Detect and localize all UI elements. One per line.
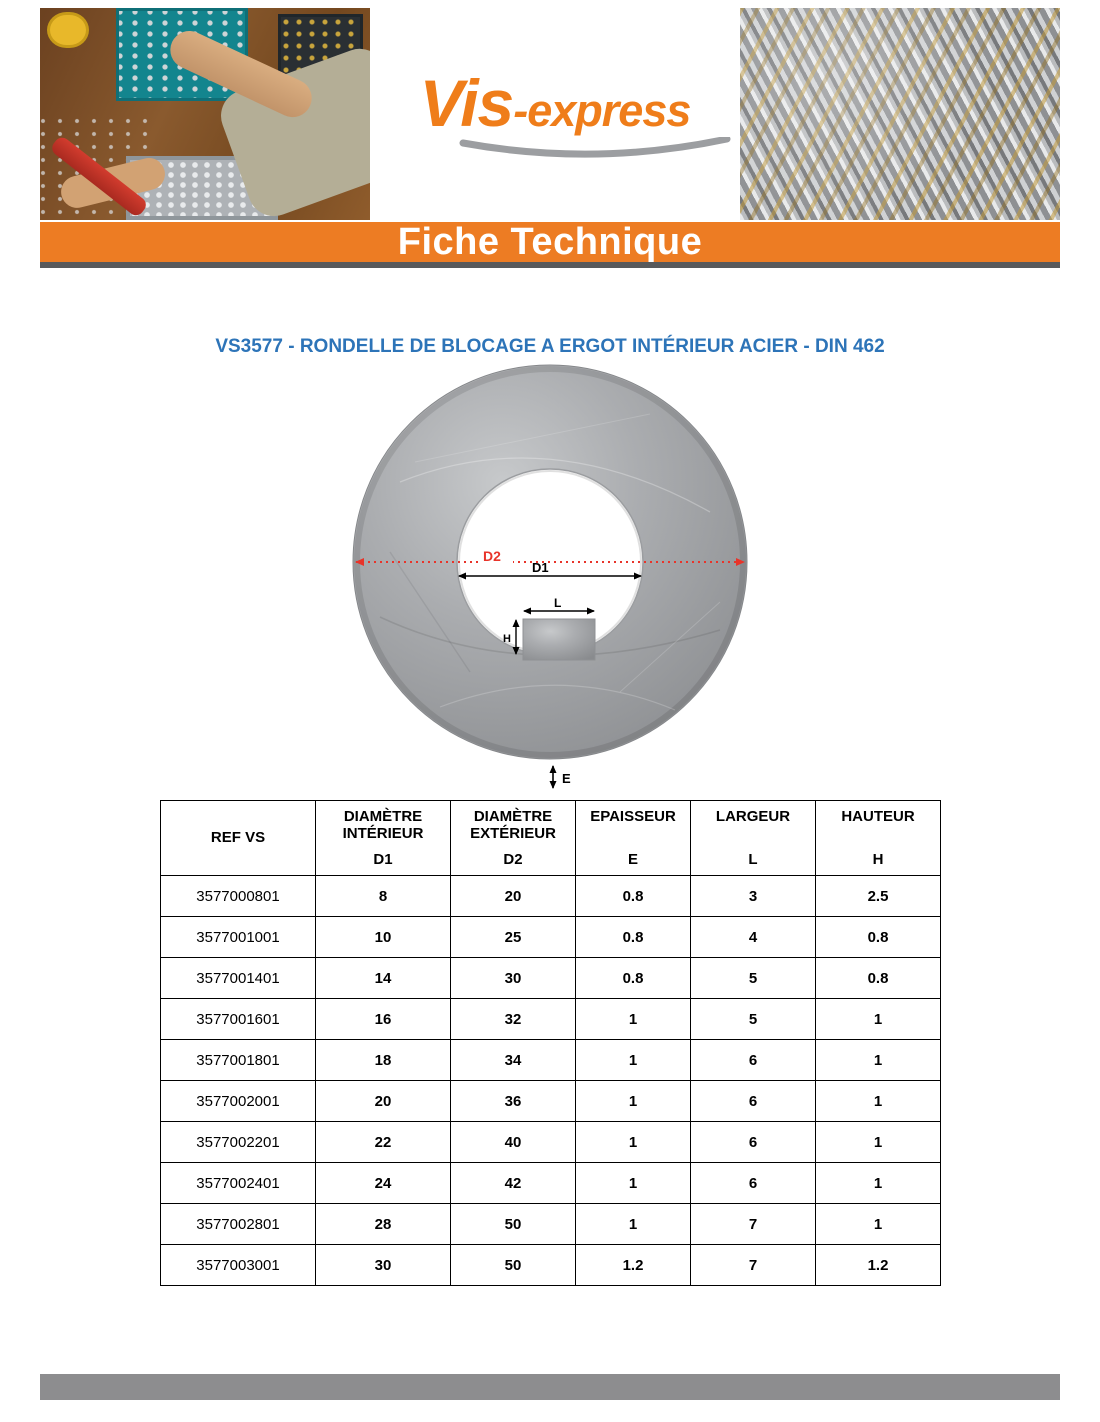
ref-cell: 3577003001	[161, 1245, 316, 1286]
col-header-label: LARGEUR	[715, 808, 791, 825]
value-cell: 40	[451, 1122, 576, 1163]
col-header-symbol: D2	[503, 850, 523, 868]
value-cell: 0.8	[816, 958, 941, 999]
spec-table-body	[161, 876, 941, 1286]
ref-cell: 3577001601	[161, 999, 316, 1040]
ref-cell: 3577002001	[161, 1081, 316, 1122]
brand-logo	[370, 8, 740, 220]
page-header	[0, 0, 1100, 274]
photo-shape-shine	[740, 8, 1060, 220]
ref-cell: 3577002801	[161, 1204, 316, 1245]
washer-diagram	[320, 362, 780, 807]
table-row	[161, 917, 941, 958]
footer-bar	[40, 1374, 1060, 1400]
ref-cell: 3577001401	[161, 958, 316, 999]
value-cell: 1	[816, 1040, 941, 1081]
value-cell: 14	[316, 958, 451, 999]
value-cell: 10	[316, 917, 451, 958]
washer-lug	[523, 619, 595, 660]
value-cell: 30	[316, 1245, 451, 1286]
value-cell: 0.8	[816, 917, 941, 958]
value-cell: 1	[576, 1204, 691, 1245]
col-header-label: DIAMÈTRE INTÉRIEUR	[342, 808, 424, 843]
value-cell: 1	[816, 999, 941, 1040]
value-cell: 6	[691, 1163, 816, 1204]
value-cell: 42	[451, 1163, 576, 1204]
value-cell: 16	[316, 999, 451, 1040]
table-row	[161, 876, 941, 917]
value-cell: 1	[576, 1122, 691, 1163]
value-cell: 3	[691, 876, 816, 917]
value-cell: 50	[451, 1245, 576, 1286]
banner	[40, 222, 1060, 268]
col-header-label: HAUTEUR	[841, 808, 915, 825]
value-cell: 2.5	[816, 876, 941, 917]
photo-shape-tape-measure	[47, 12, 90, 48]
col-header-symbol: D1	[373, 850, 393, 868]
value-cell: 8	[316, 876, 451, 917]
value-cell: 28	[316, 1204, 451, 1245]
col-header-h	[816, 801, 941, 876]
value-cell: 5	[691, 999, 816, 1040]
value-cell: 1	[816, 1081, 941, 1122]
table-row	[161, 999, 941, 1040]
value-cell: 24	[316, 1163, 451, 1204]
banner-title: Fiche Technique	[397, 220, 703, 263]
brand-logo-text	[420, 65, 691, 141]
table-row	[161, 1245, 941, 1286]
value-cell: 25	[451, 917, 576, 958]
value-cell: 50	[451, 1204, 576, 1245]
col-header-d1	[316, 801, 451, 876]
photo-screw-pile	[740, 8, 1060, 220]
ref-cell: 3577001001	[161, 917, 316, 958]
value-cell: 1.2	[816, 1245, 941, 1286]
dim-label-e: E	[562, 771, 571, 786]
value-cell: 0.8	[576, 958, 691, 999]
ref-cell: 3577002401	[161, 1163, 316, 1204]
dim-label-d2: D2	[483, 548, 501, 564]
value-cell: 6	[691, 1081, 816, 1122]
value-cell: 5	[691, 958, 816, 999]
logo-swoosh-icon	[455, 137, 735, 163]
value-cell: 32	[451, 999, 576, 1040]
value-cell: 20	[451, 876, 576, 917]
brand-logo-express: -express	[513, 85, 691, 136]
col-header-label: EPAISSEUR	[590, 808, 676, 825]
value-cell: 1	[816, 1122, 941, 1163]
value-cell: 0.8	[576, 917, 691, 958]
value-cell: 7	[691, 1245, 816, 1286]
value-cell: 6	[691, 1040, 816, 1081]
value-cell: 1	[576, 1081, 691, 1122]
value-cell: 4	[691, 917, 816, 958]
ref-cell: 3577002201	[161, 1122, 316, 1163]
col-header-d2	[451, 801, 576, 876]
value-cell: 1	[816, 1204, 941, 1245]
dim-label-l: L	[554, 596, 562, 610]
value-cell: 36	[451, 1081, 576, 1122]
washer-diagram-wrap	[0, 362, 1100, 807]
col-header-label: REF VS	[210, 829, 266, 847]
value-cell: 1.2	[576, 1245, 691, 1286]
value-cell: 22	[316, 1122, 451, 1163]
value-cell: 1	[816, 1163, 941, 1204]
table-row	[161, 1163, 941, 1204]
col-header-l	[691, 801, 816, 876]
col-header-symbol: H	[872, 850, 884, 868]
value-cell: 18	[316, 1040, 451, 1081]
dim-label-d1: D1	[532, 560, 549, 575]
spec-table-head	[161, 801, 941, 876]
table-row	[161, 1081, 941, 1122]
col-header-symbol: E	[627, 850, 638, 868]
value-cell: 20	[316, 1081, 451, 1122]
value-cell: 7	[691, 1204, 816, 1245]
table-row	[161, 1122, 941, 1163]
col-header-symbol: L	[748, 850, 758, 868]
value-cell: 6	[691, 1122, 816, 1163]
col-header-label: DIAMÈTRE EXTÉRIEUR	[470, 808, 556, 843]
spec-table	[160, 800, 941, 1286]
dim-label-h: H	[503, 633, 511, 645]
value-cell: 30	[451, 958, 576, 999]
brand-logo-vis: Vis	[419, 66, 514, 140]
value-cell: 1	[576, 999, 691, 1040]
table-row	[161, 1040, 941, 1081]
table-row	[161, 1204, 941, 1245]
table-row	[161, 958, 941, 999]
col-header-e	[576, 801, 691, 876]
page-title: VS3577 - RONDELLE DE BLOCAGE A ERGOT INTÉRIEUR ACIER - DIN 462	[215, 336, 885, 357]
photo-workbench	[40, 8, 370, 220]
ref-cell: 3577000801	[161, 876, 316, 917]
value-cell: 1	[576, 1040, 691, 1081]
ref-cell: 3577001801	[161, 1040, 316, 1081]
value-cell: 1	[576, 1163, 691, 1204]
col-header-ref	[161, 801, 316, 876]
value-cell: 0.8	[576, 876, 691, 917]
header-row	[161, 801, 941, 876]
value-cell: 34	[451, 1040, 576, 1081]
